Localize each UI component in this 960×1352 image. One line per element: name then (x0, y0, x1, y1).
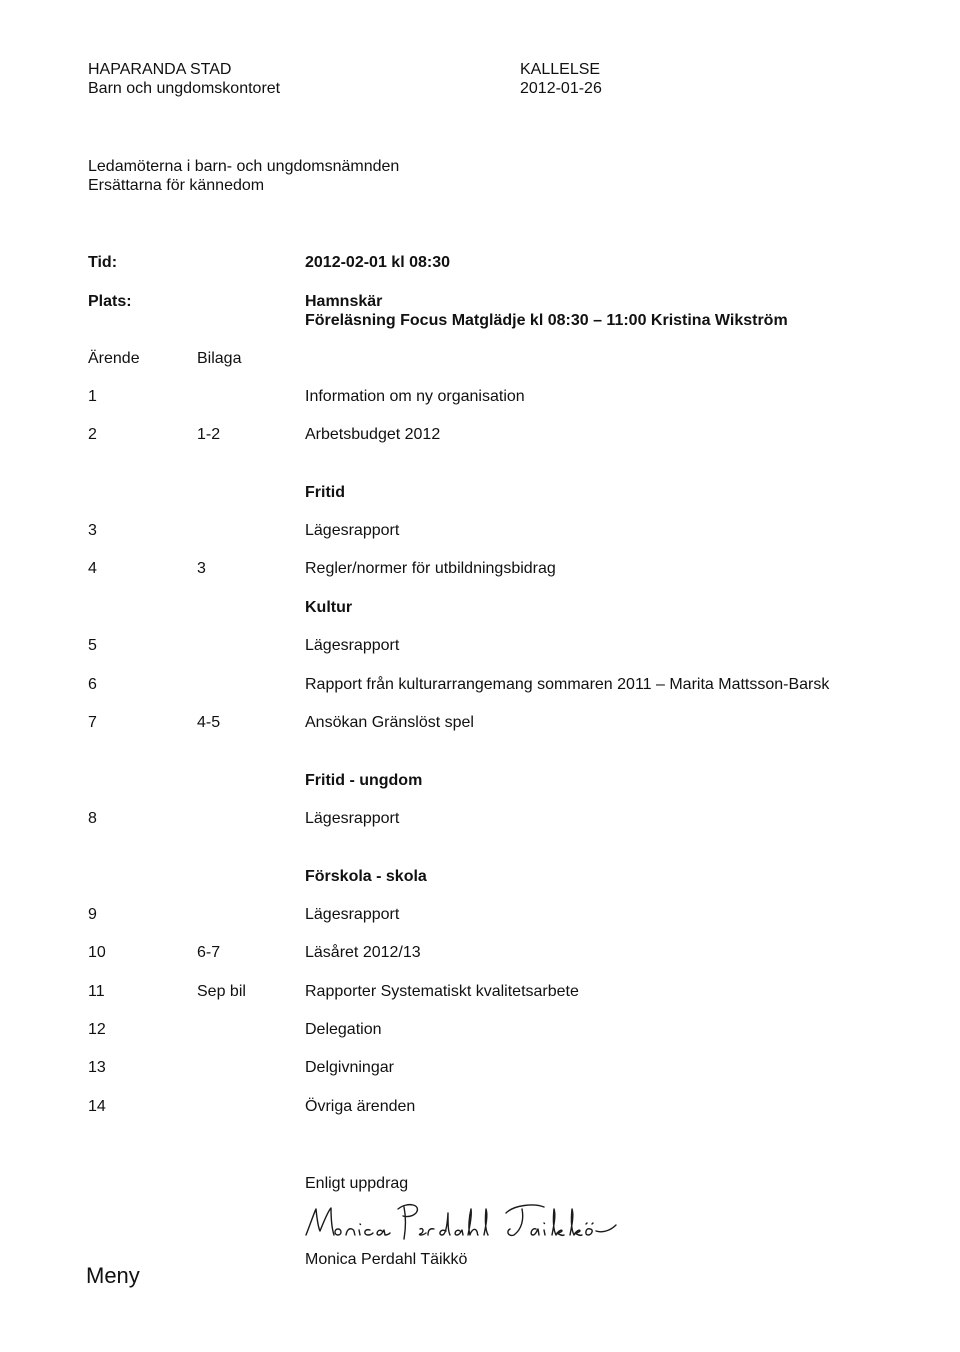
agenda-item-text: Lägesrapport (305, 637, 400, 654)
agenda-item-text: Delgivningar (305, 1059, 394, 1076)
document-date: 2012-01-26 (520, 80, 602, 97)
agenda-item-number: 14 (88, 1098, 106, 1115)
agenda-header-attachment: Bilaga (197, 350, 242, 367)
agenda-item-number: 11 (88, 983, 105, 1000)
recipients-line-1: Ledamöterna i barn- och ungdomsnämnden (88, 158, 400, 175)
agenda-item-text: Lägesrapport (305, 810, 400, 827)
agenda-item-attachment: 4-5 (197, 714, 221, 731)
agenda-item-number: 8 (88, 810, 97, 827)
section-heading-fritid-ungdom: Fritid - ungdom (305, 772, 423, 789)
agenda-item-number: 5 (88, 637, 97, 654)
agenda-item-text: Information om ny organisation (305, 388, 525, 405)
signature-scribble (300, 1195, 630, 1247)
place-label: Plats: (88, 293, 132, 310)
agenda-header-item: Ärende (88, 350, 140, 367)
org-department: Barn och ungdomskontoret (88, 80, 281, 97)
agenda-item-text: Övriga ärenden (305, 1098, 416, 1115)
agenda-item-text: Lägesrapport (305, 522, 400, 539)
agenda-item-attachment: 6-7 (197, 944, 221, 961)
agenda-item-number: 13 (88, 1059, 106, 1076)
agenda-item-number: 6 (88, 676, 97, 693)
time-label: Tid: (88, 254, 118, 271)
lecture-info: Föreläsning Focus Matglädje kl 08:30 – 11:00 Kristina Wikström (305, 312, 788, 329)
by-order-label: Enligt uppdrag (305, 1175, 409, 1192)
agenda-item-attachment: 3 (197, 560, 206, 577)
agenda-item-number: 10 (88, 944, 106, 961)
handwritten-signature (300, 1195, 630, 1247)
menu-link[interactable]: Meny (86, 1263, 140, 1288)
place-value: Hamnskär (305, 293, 383, 310)
agenda-item-text: Arbetsbudget 2012 (305, 426, 441, 443)
document-type: KALLELSE (520, 61, 601, 78)
agenda-item-text: Regler/normer för utbildningsbidrag (305, 560, 556, 577)
section-heading-forskola-skola: Förskola - skola (305, 868, 427, 885)
agenda-item-number: 7 (88, 714, 97, 731)
agenda-item-attachment: 1-2 (197, 426, 221, 443)
recipients-line-2: Ersättarna för kännedom (88, 177, 265, 194)
section-heading-fritid: Fritid (305, 484, 345, 501)
agenda-item-number: 4 (88, 560, 97, 577)
agenda-item-text: Rapport från kulturarrangemang sommaren 2011 – Marita Mattsson-Barsk (305, 676, 830, 693)
agenda-item-attachment: Sep bil (197, 983, 246, 1000)
signatory-name: Monica Perdahl Täikkö (305, 1251, 468, 1268)
agenda-item-text: Ansökan Gränslöst spel (305, 714, 474, 731)
section-heading-kultur: Kultur (305, 599, 353, 616)
agenda-item-text: Delegation (305, 1021, 382, 1038)
agenda-item-text: Lägesrapport (305, 906, 400, 923)
time-value: 2012-02-01 kl 08:30 (305, 254, 450, 271)
org-name: HAPARANDA STAD (88, 61, 232, 78)
agenda-item-number: 2 (88, 426, 97, 443)
agenda-item-text: Läsåret 2012/13 (305, 944, 421, 961)
agenda-item-number: 12 (88, 1021, 106, 1038)
agenda-item-number: 9 (88, 906, 97, 923)
agenda-item-number: 3 (88, 522, 97, 539)
agenda-item-text: Rapporter Systematiskt kvalitetsarbete (305, 983, 579, 1000)
agenda-item-number: 1 (88, 388, 97, 405)
